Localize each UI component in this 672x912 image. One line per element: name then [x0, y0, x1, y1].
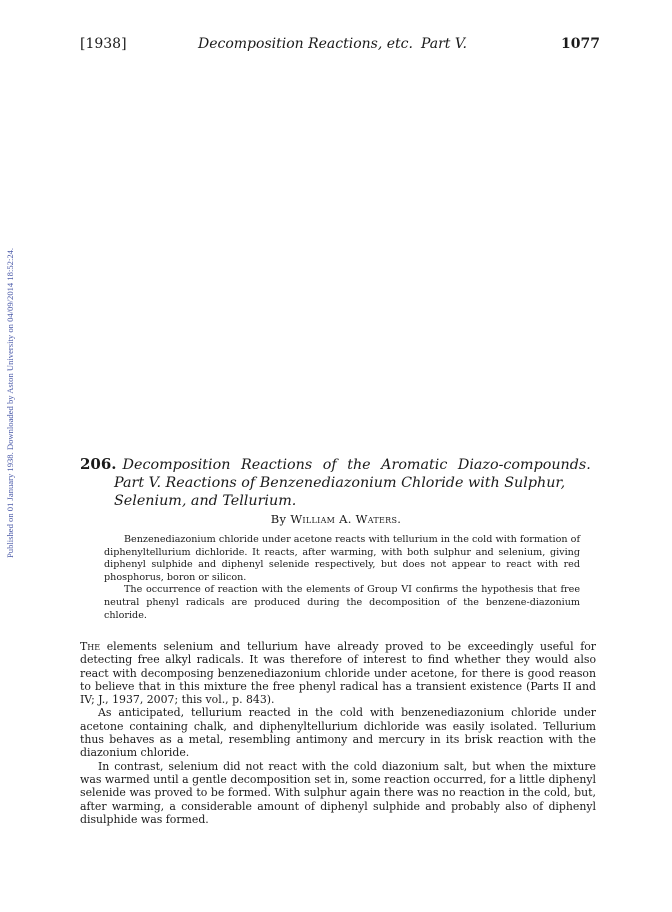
page-number: 1077	[561, 36, 600, 52]
running-title	[198, 36, 467, 52]
abstract-paragraph-2: The occurrence of reaction with the elements of Group VI confirms the hypothesis that free neutral phenyl radicals are produced during the decomposition of the benzene-diazonium chloride.	[104, 584, 580, 621]
header-year: [1938]	[80, 36, 127, 52]
body-paragraph-1-text: elements selenium and tellurium have already proved to be exceedingly useful for detecting free alkyl radicals. It was therefore of interest to find whether they would also react with decomposing benzenediazonium chloride under acetone, for there is good reason to believe that in this mixture the free phenyl radical has a transient existence (Parts II and IV; J., 1937, 2007; this vol., p. 843).	[80, 640, 596, 707]
article-title	[80, 455, 604, 510]
title-line-1-text: Decomposition Reactions of the Aromatic Diazo-compounds.	[122, 457, 591, 473]
byline-prefix: By	[270, 512, 287, 526]
article-body	[80, 640, 596, 826]
body-paragraph-1	[80, 640, 596, 706]
running-header	[80, 36, 600, 56]
publication-note: Published on 01 January 1938. Downloaded by Aston University on 04/09/2014 18:52:24.	[5, 247, 15, 558]
body-paragraph-2: As anticipated, tellurium reacted in the cold with benzenediazonium chloride under acetone containing chalk, and diphenyltellurium dichloride was easily isolated. Tellurium thus behaves as a metal, resembling antimony and mercury in its brisk reaction with the diazonium chloride.	[80, 706, 596, 760]
abstract-paragraph-1: Benzenediazonium chloride under acetone reacts with tellurium in the cold with formation of diphenyltellurium dichloride. It reacts, after warming, with both sulphur and selenium, giving diphenyl sulphide and diphenyl selenide respectively, but does not appear to react with red phosphorus, boron or silicon.	[104, 534, 580, 583]
title-line-1	[80, 455, 604, 474]
title-line-3: Selenium, and Tellurium.	[114, 493, 297, 509]
article-number: 206.	[80, 455, 117, 473]
running-title-text: Decomposition Reactions, etc.	[198, 36, 413, 52]
body-paragraph-3: In contrast, selenium did not react with the cold diazonium salt, but when the mixture was warmed until a gentle decomposition set in, some reaction occurred, for a little diphenyl selenide was proved to be formed. With sulphur again there was no reaction in the cold, but, after warming, a considerable amount of diphenyl sulphide and probably also of diphenyl disulphide was formed.	[80, 759, 596, 826]
abstract	[104, 534, 580, 622]
author-name: William A. Waters.	[290, 512, 402, 526]
lead-word: The	[80, 640, 101, 653]
title-line-2: Part V. Reactions of Benzenediazonium Chloride with Sulphur,	[114, 475, 566, 491]
byline	[0, 512, 672, 526]
running-title-part: Part V.	[420, 36, 467, 52]
